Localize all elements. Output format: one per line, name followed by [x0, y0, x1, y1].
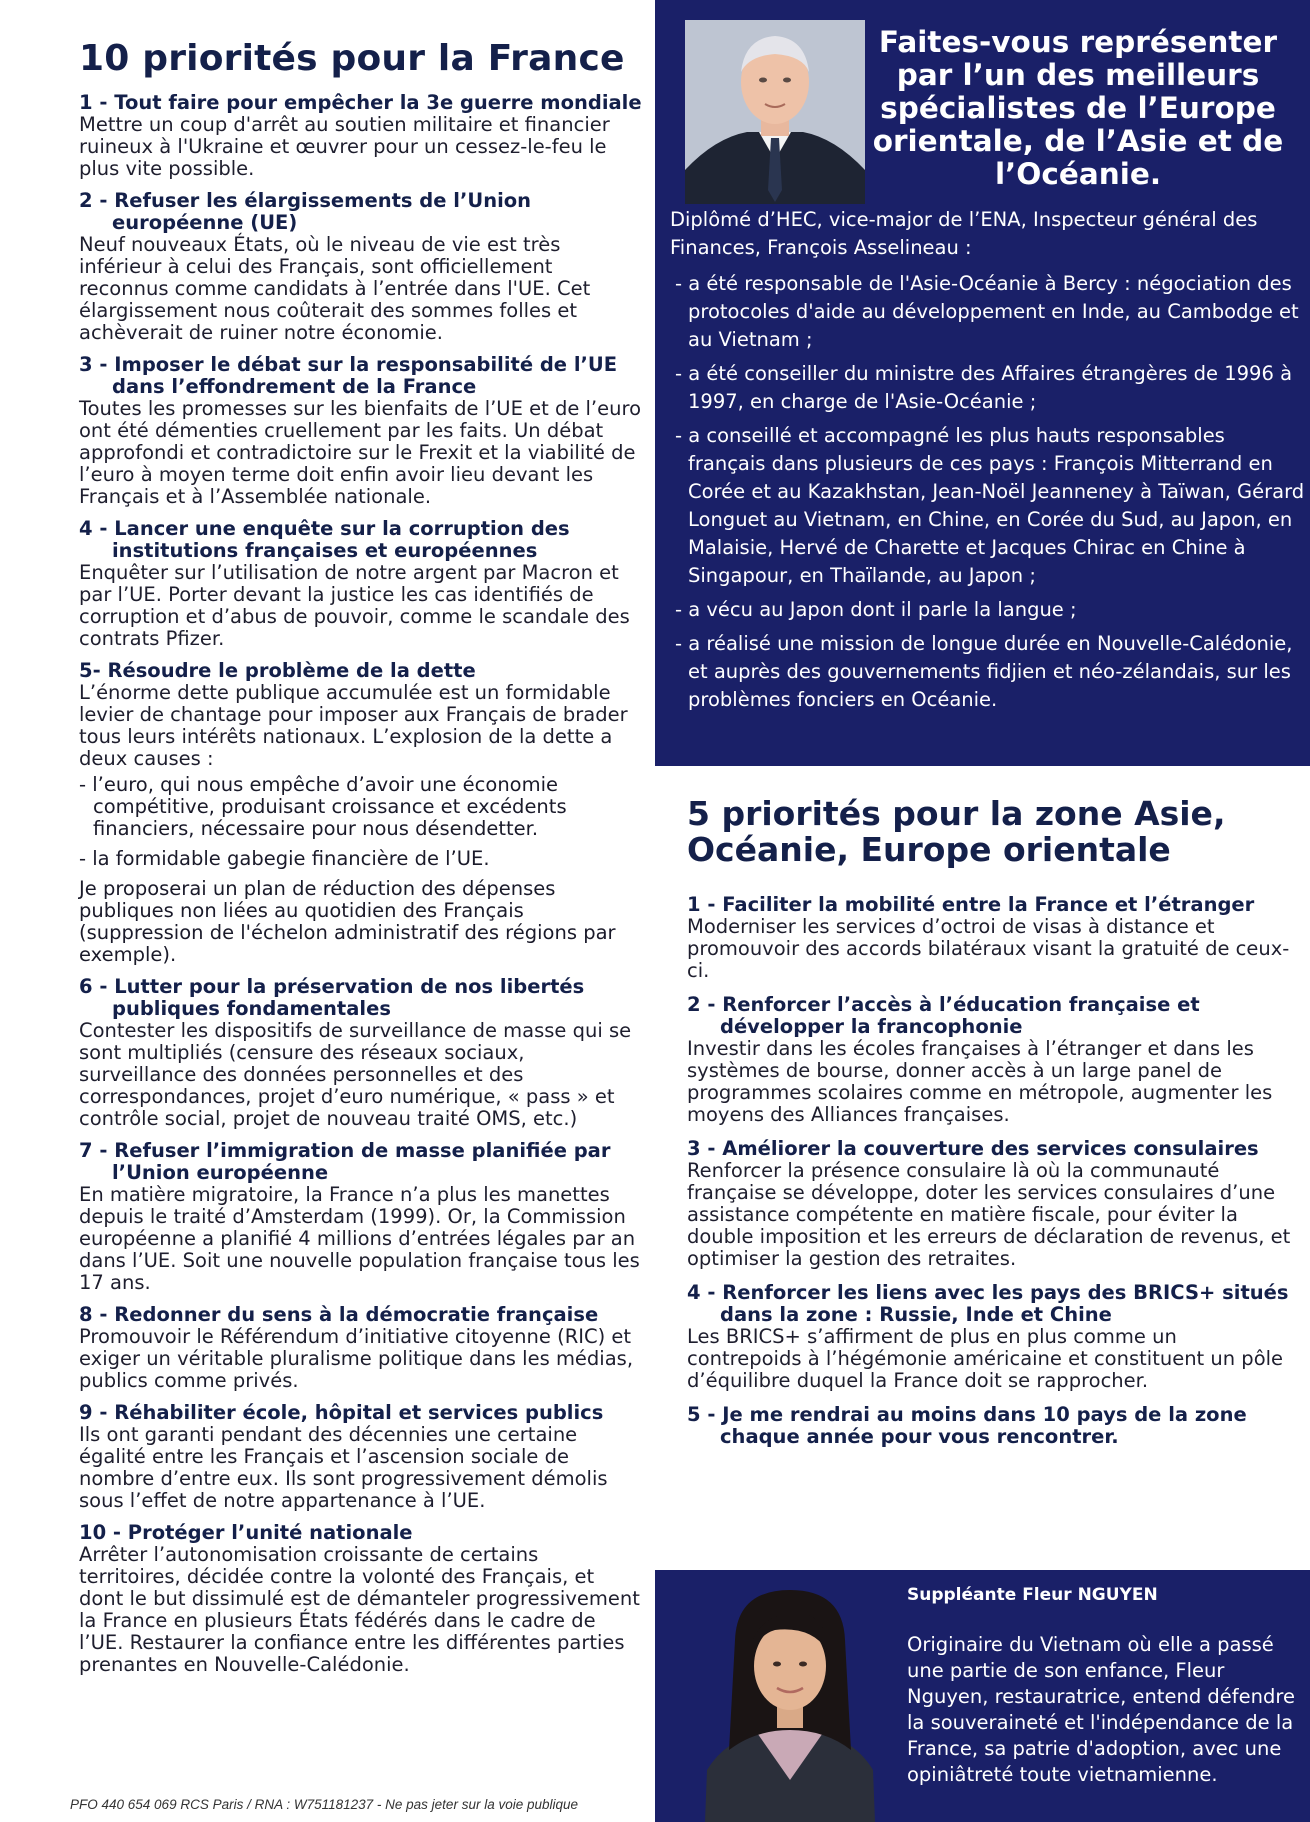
priority-body: En matière migratoire, la France n’a plus les manettes depuis le traité d’Amsterdam (1999). Or, la Commission européenne a planifié 4 millions d’entrées légales par an dans l’UE. Soit une nouvelle population française tous les 17 ans. — [79, 1183, 640, 1294]
priority-title: 8 - Redonner du sens à la démocratie française — [79, 1303, 599, 1326]
asia-priorities-section — [655, 766, 1310, 1570]
priority-item — [79, 1304, 644, 1392]
debt-cause-bullet: - l’euro, qui nous empêche d’avoir une économie compétitive, produisant croissance et excédents financiers, nécessaire pour nous désendetter. — [79, 773, 567, 840]
priority-item — [79, 518, 644, 650]
priority-body: Investir dans les écoles françaises à l’étranger et dans les systèmes de bourse, donner accès à un large panel de programmes scolaires comme en métropole, augmenter les moyens des Alliances françaises. — [687, 1037, 1273, 1126]
priority-title: 1 - Tout faire pour empêcher la 3e guerre mondiale — [79, 91, 642, 114]
candidate-portrait — [685, 20, 865, 204]
debt-proposal-text: Je proposerai un plan de réduction des dépenses publiques non liées au quotidien des Français (suppression de l'échelon administratif des régions par exemple). — [79, 877, 616, 966]
priority-body: Contester les dispositifs de surveillance de masse qui se sont multipliés (censure des réseaux sociaux, surveillance des données personnelles et des correspondances, projet d’euro numérique, « pass » et contrôle social, projet de nouveau traité OMS, etc.) — [79, 1019, 632, 1130]
priority-title: 4 - Renforcer les liens avec les pays des BRICS+ situés dans la zone : Russie, Inde et Chine — [687, 1281, 1289, 1326]
debt-cause-bullet: - la formidable gabegie financière de l’UE. — [79, 847, 490, 870]
candidate-bio-panel — [655, 0, 1310, 766]
bio-item: - a été conseiller du ministre des Affaires étrangères de 1996 à 1997, en charge de l'Asie-Océanie ; — [675, 362, 1293, 413]
priority-title: 5- Résoudre le problème de la dette — [79, 659, 476, 682]
priority-item — [687, 994, 1297, 1126]
bio-item: - a réalisé une mission de longue durée en Nouvelle-Calédonie, et auprès des gouvernements fidjien et néo-zélandais, sur les problèmes fonciers en Océanie. — [675, 632, 1293, 711]
deputy-title: Suppléante Fleur NGUYEN — [907, 1585, 1158, 1605]
priority-item — [79, 976, 644, 1130]
priority-body: Les BRICS+ s’affirment de plus en plus comme un contrepoids à l’hégémonie américaine et constituent un pôle d’équilibre duquel la France doit se rapprocher. — [687, 1325, 1284, 1392]
priority-title: 9 - Réhabiliter école, hôpital et services publics — [79, 1401, 604, 1424]
priority-title: 5 - Je me rendrai au moins dans 10 pays de la zone chaque année pour vous rencontrer. — [687, 1403, 1247, 1448]
bio-list — [675, 270, 1305, 720]
legal-footer: PFO 440 654 069 RCS Paris / RNA : W751181237 - Ne pas jeter sur la voie publique — [70, 1797, 579, 1812]
priority-title: 3 - Améliorer la couverture des services consulaires — [687, 1137, 1259, 1160]
priority-title: 4 - Lancer une enquête sur la corruption des institutions françaises et européennes — [79, 517, 570, 562]
priority-item — [79, 1402, 644, 1512]
priority-item — [687, 1282, 1297, 1392]
priority-item — [79, 1522, 644, 1676]
priority-item — [79, 354, 644, 508]
priority-body: Toutes les promesses sur les bienfaits de l’UE et de l’euro ont été démenties cruellement par les faits. Un débat approfondi et contradictoire sur le Frexit et la viabilité de l’euro à moyen terme doit enfin avoir lieu devant les Français et à l’Assemblée nationale. — [79, 397, 642, 508]
priority-item-debt — [79, 660, 644, 966]
priority-body: Neuf nouveaux États, où le niveau de vie est très inférieur à celui des Français, sont officiellement reconnus comme candidats à l’entrée dans l'UE. Cet élargissement nous coûterait des sommes folles et achèverait de ruiner notre économie. — [79, 233, 591, 344]
priority-body: Renforcer la présence consulaire là où la communauté française se développe, doter les services consulaires d’une assistance compétente en matière fiscale, pour éviter la double imposition et les erreurs de déclaration de revenus, et optimiser la gestion des retraites. — [687, 1159, 1291, 1270]
priority-title: 10 - Protéger l’unité nationale — [79, 1521, 413, 1544]
priority-body: Arrêter l’autonomisation croissante de certains territoires, décidée contre la volonté des Français, et dont le but dissimulé est de démanteler progressivement la France en plusieurs États fédérés dans le cadre de l’UE. Restaurer la confiance entre les différentes parties prenantes en Nouvelle-Calédonie. — [79, 1543, 640, 1676]
priority-title: 6 - Lutter pour la préservation de nos libertés publiques fondamentales — [79, 975, 585, 1020]
asia-priorities-title: 5 priorités pour la zone Asie, Océanie, Europe orientale — [687, 794, 1226, 869]
priority-body: Promouvoir le Référendum d’initiative citoyenne (RIC) et exiger un véritable pluralisme politique dans les médias, publics comme privés. — [79, 1325, 634, 1392]
priority-title: 1 - Faciliter la mobilité entre la France et l’étranger — [687, 893, 1255, 916]
priority-body: Mettre un coup d'arrêt au soutien militaire et financier ruineux à l'Ukraine et œuvrer pour un cessez-le-feu le plus vite possible. — [79, 113, 610, 180]
france-priorities-title: 10 priorités pour la France — [79, 38, 625, 79]
priority-body: Enquêter sur l’utilisation de notre argent par Macron et par l’UE. Porter devant la justice les cas identifiés de corruption et d’abus de pouvoir, comme le scandale des contrats Pfizer. — [79, 561, 630, 650]
deputy-portrait — [685, 1580, 895, 1822]
priority-item — [79, 92, 644, 180]
priority-item — [79, 190, 644, 344]
bio-item: - a vécu au Japon dont il parle la langue ; — [675, 598, 1077, 621]
priority-title: 2 - Refuser les élargissements de l’Union européenne (UE) — [79, 189, 532, 234]
priority-body: Ils ont garanti pendant des décennies une certaine égalité entre les Français et l’ascension sociale de nombre d’entre eux. Ils sont progressivement démolis sous l’effet de notre appartenance à l’UE. — [79, 1423, 608, 1512]
priority-title: 2 - Renforcer l’accès à l’éducation française et développer la francophonie — [687, 993, 1200, 1038]
priority-item — [687, 894, 1297, 982]
bio-intro: Diplômé d’HEC, vice-major de l’ENA, Inspecteur général des Finances, François Asselineau : — [670, 208, 1258, 259]
priority-body: Moderniser les services d’octroi de visas à distance et promouvoir des accords bilatéraux visant la gratuité de ceux-ci. — [687, 915, 1290, 982]
bio-item: - a conseillé et accompagné les plus hauts responsables français dans plusieurs de ces pays : François Mitterrand en Corée et au Kazakhstan, Jean-Noël Jeanneney à Taïwan, Gérard Longuet au Vietnam, en Chine, en Corée du Sud, au Japon, en Malaisie, Hervé de Charette et Jacques Chirac en Chine à Singapour, en Thaïlande, au Japon ; — [675, 424, 1305, 587]
priority-item — [687, 1138, 1297, 1270]
priority-item — [687, 1404, 1297, 1448]
bio-headline: Faites-vous représenter par l’un des meilleurs spécialistes de l’Europe orientale, de l’Asie et de l’Océanie. — [872, 25, 1284, 191]
deputy-panel — [655, 1570, 1310, 1822]
priority-title: 7 - Refuser l’immigration de masse planifiée par l’Union européenne — [79, 1139, 611, 1184]
priority-title: 3 - Imposer le débat sur la responsabilité de l’UE dans l’effondrement de la France — [79, 353, 618, 398]
deputy-text: Originaire du Vietnam où elle a passé une partie de son enfance, Fleur Nguyen, restauratrice, entend défendre la souveraineté et l'indépendance de la France, sa patrie d'adoption, avec une opiniâtreté toute vietnamienne. — [907, 1633, 1295, 1786]
priority-body: L’énorme dette publique accumulée est un formidable levier de chantage pour imposer aux Français de brader tous leurs intérêts nationaux. L’explosion de la dette a deux causes : — [79, 681, 628, 770]
priority-item — [79, 1140, 644, 1294]
bio-item: - a été responsable de l'Asie-Océanie à Bercy : négociation des protocoles d'aide au développement en Inde, au Cambodge et au Vietnam ; — [675, 272, 1299, 351]
